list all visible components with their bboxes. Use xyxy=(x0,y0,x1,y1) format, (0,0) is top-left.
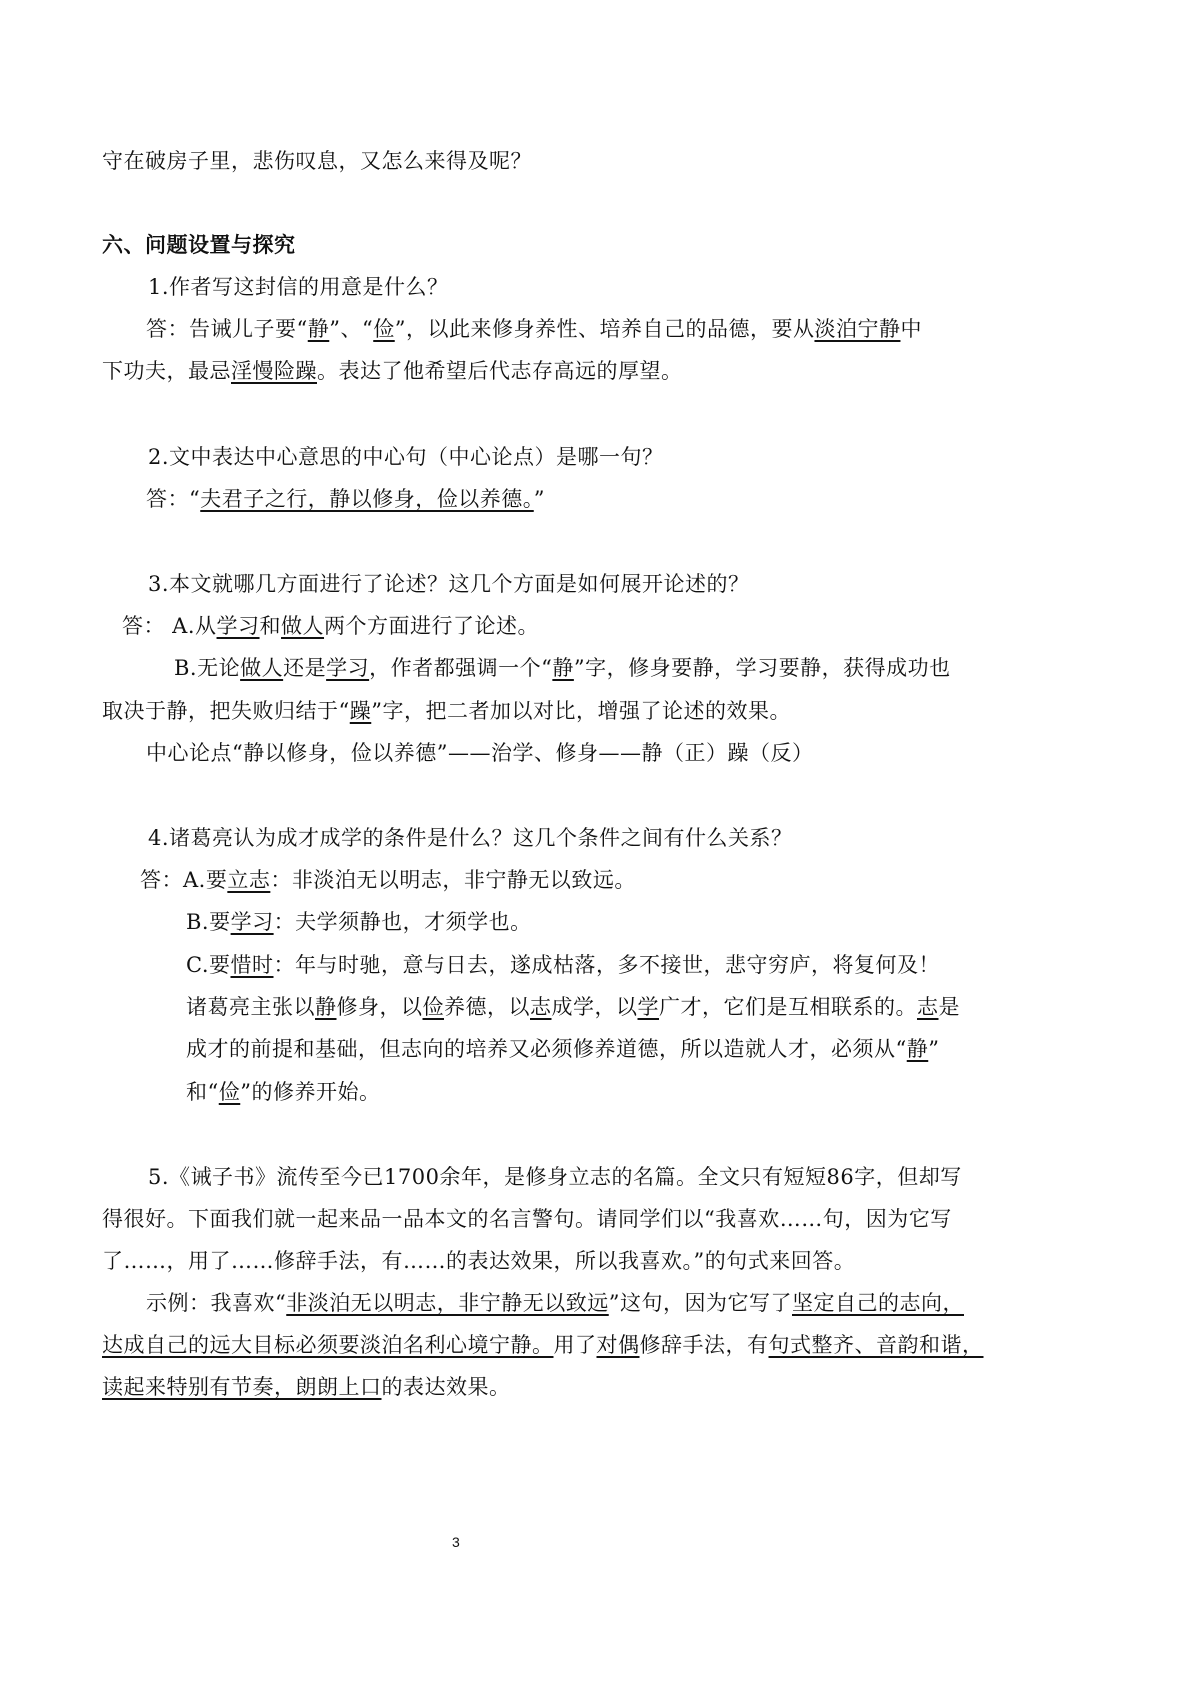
answer-2 xyxy=(146,484,545,514)
emphasis: 静 xyxy=(906,1037,929,1061)
text: 两个方面进行了论述。 xyxy=(324,614,540,638)
text: 2.文中表达中心意思的中心句（中心论点）是哪一句？ xyxy=(148,445,664,469)
text: 六、问题设置与探究 xyxy=(102,233,296,257)
question-1 xyxy=(148,272,449,302)
answer-3-c xyxy=(102,696,791,726)
text: 成才的前提和基础，但志向的培养又必须修养道德，所以造就人才，必须从“ xyxy=(186,1037,907,1061)
text: 成学，以 xyxy=(551,995,638,1019)
text: 答：“ xyxy=(146,487,201,511)
emphasis: 俭 xyxy=(422,995,444,1019)
emphasis: 坚定自己的志向， xyxy=(792,1291,964,1315)
emphasis: 非淡泊无以明志，非宁静无以致远 xyxy=(286,1291,609,1315)
text: 下功夫，最忌 xyxy=(102,359,231,383)
emphasis: 学习 xyxy=(326,656,370,680)
text: 1.作者写这封信的用意是什么？ xyxy=(148,275,449,299)
text: 诸葛亮主张以 xyxy=(186,995,315,1019)
question-5-line-3 xyxy=(102,1246,855,1276)
question-3 xyxy=(148,569,750,599)
text: 5.《诫子书》流传至今已1700余年，是修身立志的名篇。全文只有短短86字，但却写 xyxy=(148,1165,962,1189)
text: ”这句，因为它写了 xyxy=(608,1291,792,1315)
text: ：夫学须静也，才须学也。 xyxy=(273,910,532,934)
emphasis: 读起来特别有节奏，朗朗上口 xyxy=(102,1375,382,1399)
text: ”、“ xyxy=(329,317,374,341)
text: 答：告诫儿子要“ xyxy=(146,317,308,341)
answer-1-line-1 xyxy=(146,314,922,344)
emphasis: 学习 xyxy=(230,910,274,934)
text: ：非淡泊无以明志，非宁静无以致远。 xyxy=(270,868,636,892)
text: 得很好。下面我们就一起来品一品本文的名言警句。请同学们以“我喜欢……句，因为它写 xyxy=(102,1207,952,1231)
answer-4-c xyxy=(186,950,940,980)
text: ” xyxy=(533,487,545,511)
emphasis: 学 xyxy=(637,995,659,1019)
text: 了……，用了……修辞手法，有……的表达效果，所以我喜欢。”的句式来回答。 xyxy=(102,1249,856,1273)
example-line-1 xyxy=(146,1288,964,1318)
emphasis: 淫慢险躁 xyxy=(231,359,317,383)
text: 还是 xyxy=(283,656,327,680)
answer-4-f xyxy=(186,1077,381,1107)
emphasis: 志 xyxy=(530,995,552,1019)
answer-3-b xyxy=(174,653,951,683)
text: ” xyxy=(928,1037,940,1061)
emphasis: 句式整齐、音韵和谐， xyxy=(768,1333,984,1357)
text: 是 xyxy=(938,995,960,1019)
text: B.无论 xyxy=(174,656,241,680)
text: ”字，把二者加以对比，增强了论述的效果。 xyxy=(371,699,791,723)
answer-1-line-2 xyxy=(102,356,683,386)
answer-4-e xyxy=(186,1034,939,1064)
question-5-line-2 xyxy=(102,1204,952,1234)
text: 守在破房子里，悲伤叹息，又怎么来得及呢？ xyxy=(102,149,532,173)
emphasis: 淡泊宁静 xyxy=(814,317,901,341)
example-line-3 xyxy=(102,1372,511,1402)
text: 答： A.从 xyxy=(122,614,217,638)
text: 修身，以 xyxy=(336,995,423,1019)
text: ”字，修身要静，学习要静，获得成功也 xyxy=(573,656,951,680)
emphasis: 夫君子之行，静以修身，俭以养德。 xyxy=(200,487,534,511)
emphasis: 达成自己的远大目标必须要淡泊名利心境宁静。 xyxy=(102,1333,554,1357)
emphasis: 俭 xyxy=(373,317,395,341)
answer-4-d xyxy=(186,992,960,1022)
question-5-line-1 xyxy=(148,1162,962,1192)
text: 养德，以 xyxy=(444,995,530,1019)
text: 中 xyxy=(900,317,922,341)
emphasis: 静 xyxy=(307,317,330,341)
text: B.要 xyxy=(186,910,231,934)
emphasis: 静 xyxy=(552,656,574,680)
text: 和“ xyxy=(186,1080,219,1104)
emphasis: 立志 xyxy=(227,868,271,892)
text: 的表达效果。 xyxy=(381,1375,511,1399)
text: ”的修养开始。 xyxy=(240,1080,381,1104)
emphasis: 做人 xyxy=(240,656,284,680)
answer-4-b xyxy=(186,907,532,937)
emphasis: 惜时 xyxy=(230,953,274,977)
text: 示例：我喜欢“ xyxy=(146,1291,287,1315)
text: 广才，它们是互相联系的。 xyxy=(659,995,917,1019)
question-2 xyxy=(148,442,664,472)
text: 用了 xyxy=(553,1333,597,1357)
example-line-2 xyxy=(102,1330,984,1360)
text: C.要 xyxy=(186,953,231,977)
emphasis: 对偶 xyxy=(596,1333,640,1357)
text: 。表达了他希望后代志存高远的厚望。 xyxy=(317,359,683,383)
emphasis: 躁 xyxy=(349,699,372,723)
page-number: 3 xyxy=(452,1534,460,1550)
text: 修辞手法，有 xyxy=(639,1333,769,1357)
text: 和 xyxy=(259,614,282,638)
emphasis: 静 xyxy=(315,995,337,1019)
text: 中心论点“静以修身，俭以养德”——治学、修身——静（正）躁（反） xyxy=(146,741,814,765)
line-continuation xyxy=(102,146,532,176)
text: ”，以此来修身养性、培养自己的品德，要从 xyxy=(394,317,815,341)
text: 答：A.要 xyxy=(140,868,228,892)
emphasis: 学习 xyxy=(216,614,260,638)
text: 3.本文就哪几方面进行了论述？这几个方面是如何展开论述的？ xyxy=(148,572,750,596)
emphasis: 做人 xyxy=(281,614,325,638)
emphasis: 志 xyxy=(917,995,939,1019)
answer-3-d xyxy=(146,738,813,768)
answer-3-a xyxy=(122,611,539,641)
text: ，作者都强调一个“ xyxy=(369,656,553,680)
section-heading xyxy=(102,230,296,260)
text: 取决于静，把失败归结于“ xyxy=(102,699,350,723)
emphasis: 俭 xyxy=(218,1080,241,1104)
question-4 xyxy=(148,823,793,853)
text: ：年与时驰，意与日去，遂成枯落，多不接世，悲守穷庐，将复何及！ xyxy=(273,953,940,977)
answer-4-a xyxy=(140,865,636,895)
text: 4.诸葛亮认为成才成学的条件是什么？这几个条件之间有什么关系？ xyxy=(148,826,793,850)
